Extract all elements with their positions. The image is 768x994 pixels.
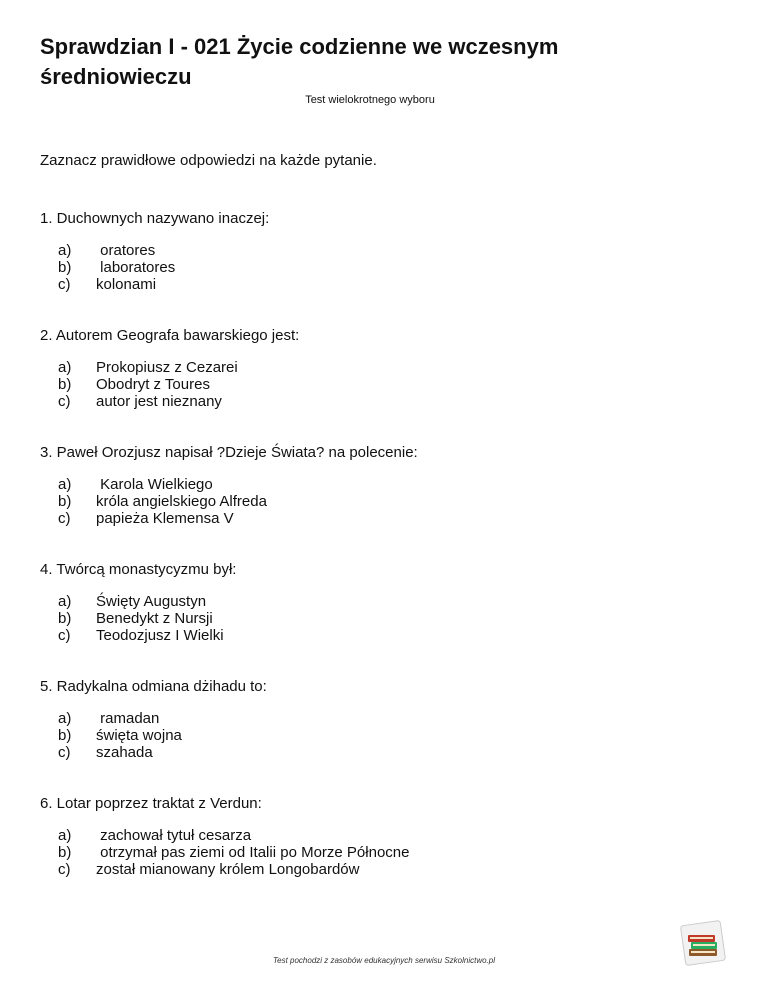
option-letter: b) [58, 844, 72, 861]
option-text: Obodryt z Toures [96, 376, 210, 393]
option-text: szahada [96, 744, 153, 761]
option-c [40, 627, 236, 644]
option-letter: c) [58, 393, 71, 410]
instruction-text: Zaznacz prawidłowe odpowiedzi na każde pytanie. [40, 152, 377, 169]
option-a [40, 359, 299, 376]
option-text: króla angielskiego Alfreda [96, 493, 267, 510]
option-text: ramadan [96, 710, 160, 727]
option-letter: b) [58, 610, 72, 627]
option-letter: a) [58, 242, 72, 259]
option-a [40, 710, 267, 727]
option-text: święta wojna [96, 727, 182, 744]
option-text: kolonami [96, 276, 157, 293]
option-c [40, 744, 267, 761]
option-letter: a) [58, 476, 72, 493]
option-text: Prokopiusz z Cezarei [96, 359, 238, 376]
option-letter: c) [58, 276, 71, 293]
option-letter: b) [58, 376, 72, 393]
option-c [40, 510, 418, 527]
question-text: 4. Twórcą monastycyzmu był: [40, 561, 237, 578]
options-list [40, 593, 236, 644]
document-subtitle: Test wielokrotnego wyboru [305, 94, 435, 106]
option-letter: a) [58, 593, 72, 610]
option-text: oratores [96, 242, 156, 259]
question-text: 5. Radykalna odmiana dżihadu to: [40, 678, 267, 695]
option-a [40, 827, 409, 844]
question-text: 6. Lotar poprzez traktat z Verdun: [40, 795, 262, 812]
option-text: zachował tytuł cesarza [96, 827, 252, 844]
question-6 [40, 795, 409, 878]
option-b [40, 610, 236, 627]
option-a [40, 476, 418, 493]
question-text: 3. Paweł Orozjusz napisał ?Dzieje Świata? na polecenie: [40, 444, 418, 461]
option-c [40, 276, 269, 293]
option-text: laboratores [96, 259, 176, 276]
question-5 [40, 678, 267, 761]
question-text: 1. Duchownych nazywano inaczej: [40, 210, 270, 227]
question-4 [40, 561, 236, 644]
option-letter: a) [58, 710, 72, 727]
option-a [40, 593, 236, 610]
footer-note: Test pochodzi z zasobów edukacyjnych serwisu Szkolnictwo.pl [272, 956, 496, 965]
option-text: papieża Klemensa V [96, 510, 234, 527]
option-b [40, 376, 299, 393]
option-letter: c) [58, 744, 71, 761]
option-letter: a) [58, 359, 72, 376]
option-letter: c) [58, 510, 71, 527]
question-1 [40, 210, 269, 293]
option-text: Benedykt z Nursji [96, 610, 213, 627]
option-text: Teodozjusz I Wielki [96, 627, 224, 644]
option-letter: c) [58, 627, 71, 644]
books-icon [680, 920, 726, 966]
option-a [40, 242, 269, 259]
options-list [40, 476, 418, 527]
option-letter: b) [58, 259, 72, 276]
question-2 [40, 327, 299, 410]
option-letter: b) [58, 493, 72, 510]
option-letter: c) [58, 861, 71, 878]
question-text: 2. Autorem Geografa bawarskiego jest: [40, 327, 300, 344]
option-text: Święty Augustyn [96, 593, 207, 610]
option-letter: a) [58, 827, 72, 844]
options-list [40, 710, 267, 761]
option-b [40, 844, 409, 861]
option-c [40, 393, 299, 410]
option-text: otrzymał pas ziemi od Italii po Morze Północne [96, 844, 410, 861]
option-text: został mianowany królem Longobardów [96, 861, 360, 878]
option-b [40, 727, 267, 744]
option-b [40, 259, 269, 276]
options-list [40, 359, 299, 410]
option-c [40, 861, 409, 878]
option-text: autor jest nieznany [96, 393, 222, 410]
options-list [40, 242, 269, 293]
question-3 [40, 444, 418, 527]
document-title: Sprawdzian I - 021 Życie codzienne we wczesnym średniowieczu [40, 34, 559, 89]
options-list [40, 827, 409, 878]
option-text: Karola Wielkiego [96, 476, 213, 493]
option-letter: b) [58, 727, 72, 744]
option-b [40, 493, 418, 510]
